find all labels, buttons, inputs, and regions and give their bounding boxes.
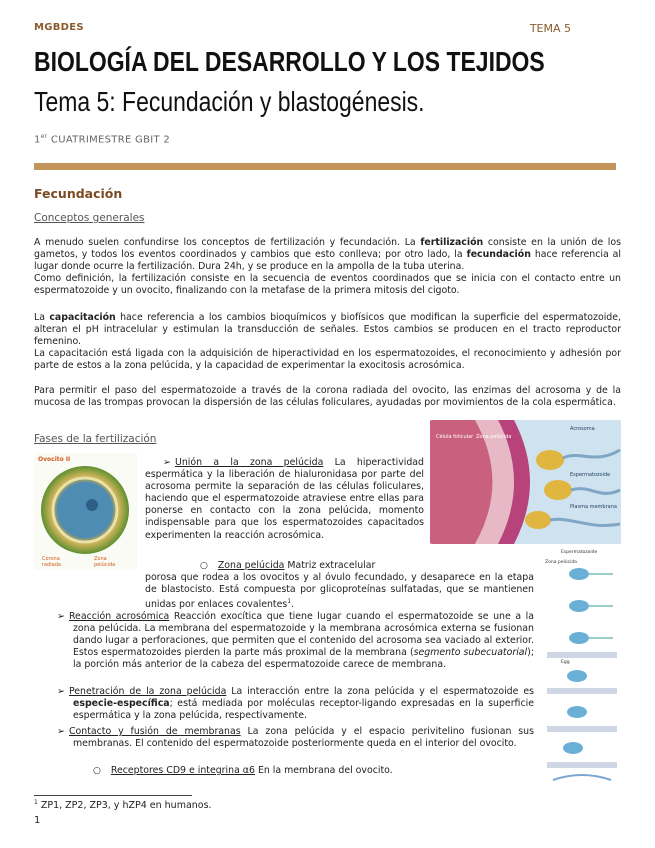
- arrow-bullet-icon: ➢: [57, 611, 65, 622]
- arrow-bullet-icon: ➢: [163, 457, 171, 468]
- subsection-heading-fases: Fases de la fertilización: [34, 433, 157, 445]
- paragraph-corona-radiada: Para permitir el paso del espermatozoide a través de la corona radiada del ovocito, las enzimas del acrosoma y de la mucosa de las trompas provocan la dispersión de las células foliculares, ayudadas por movimientos de la cola espermática.: [34, 385, 621, 409]
- subbullet-zona-pelucida: ○ Zona pelúcida Matriz extracelular: [200, 560, 376, 571]
- subbullet-zona-pelucida-text: porosa que rodea a los ovocitos y al óvulo fecundado, y desaparece en la etapa de blastocisto. Está compuesta por glicoproteínas sulfatadas, que se mantienen unidas por enlaces covalentes$^1$.: [145, 572, 534, 611]
- acrosome-steps-figure: [543, 548, 621, 788]
- bullet-penetracion-zona: ➢ Penetración de la zona pelúcida La interacción entre la zona pelúcida y el espermatozoide es especie-específica; está mediada por moléculas receptor-ligando expresadas en la superficie espermática y la zona pelúcida, respectivamente.: [57, 686, 534, 722]
- footnote-divider: [34, 795, 192, 796]
- bullet-contacto-fusion: ➢ Contacto y fusión de membranas La zona pelúcida y el espacio perivitelino fusionan sus membranas. El contenido del espermatozoide posteriormente queda en el interior del ovocito.: [57, 726, 534, 750]
- oocyte-label-corona: Corona radiada: [42, 556, 61, 568]
- paragraph-definicion: Como definición, la fertilización consiste en la secuencia de eventos coordinados que se inicia con el contacto entre un espermatozoide y un ovocito, finalizando con la metafase de la primera mitosis del cigoto.: [34, 273, 621, 297]
- document-subtitle: Tema 5: Fecundación y blastogénesis.: [34, 86, 425, 117]
- sperm-fig-label-membrane: Plasma membrana: [570, 504, 617, 510]
- sperm-fig-label-zona: Zona pelúcida: [476, 434, 512, 440]
- bullet-union-zona: ➢ Unión a la zona pelúcida La hiperactividad espermática y la liberación de hialuronidasa por parte del acrosoma permite la separación de las células foliculares, haciendo que el espermatozoide atraviese entre ellas para ponerse en contacto con la zona pelúcida, momento indispensable para que los espermatozoides capacitados experimenten la reacción acrosómica.: [145, 457, 424, 541]
- sperm-zona-figure: [430, 420, 621, 544]
- oocyte-figure-title: Ovocito II: [38, 456, 71, 463]
- circle-bullet-icon: ○: [200, 561, 208, 571]
- subsection-heading-concepts: Conceptos generales: [34, 212, 145, 224]
- paragraph-capacitacion: La capacitación hace referencia a los cambios bioquímicos y biofísicos que modifican la superficie del espermatozoide, alteran el pH intracelular y estimulan la transducción de señales. Estos cambios se producen en el tracto reproductor femenino. La capacitación está ligada con la adquisición de hiperactividad en los espermatozoides, el reconocimiento y adhesión por parte de estos a la zona pelúcida, y la capacidad de experimentar la exocitosis acrosómica.: [34, 312, 621, 372]
- footnote: $^1$ ZP1, ZP2, ZP3, y hZP4 en humanos.: [34, 799, 212, 812]
- header-course-code: MGBDES: [34, 22, 84, 33]
- acrosome-label-zona: Zona pelúcida: [545, 560, 577, 565]
- oocyte-label-zona: Zona pelúcida: [94, 556, 116, 568]
- arrow-bullet-icon: ➢: [57, 686, 65, 697]
- course-label: 1er CUATRIMESTRE GBIT 2: [34, 133, 171, 146]
- arrow-bullet-icon: ➢: [57, 726, 65, 737]
- section-heading: Fecundación: [34, 186, 123, 201]
- acrosome-label-egg: Egg: [561, 660, 570, 665]
- acrosome-label-sperm: Espermatozoide: [561, 550, 598, 555]
- page-number: 1: [34, 815, 41, 826]
- paragraph-capacitacion-2: La capacitación está ligada con la adquisición de hiperactividad en los espermatozoides, el reconocimiento y adhesión por parte de estos a la zona pelúcida, y la capacidad de experimentar la exocitosis acrosómica.: [34, 348, 621, 372]
- oocyte-figure: [34, 453, 137, 570]
- document-title: BIOLOGÍA DEL DESARROLLO Y LOS TEJIDOS: [34, 46, 545, 77]
- sperm-fig-label-sperm: Espermatozoide: [570, 472, 611, 478]
- sperm-fig-label-folicular: Célula folicular: [436, 434, 474, 440]
- header-topic: TEMA 5: [529, 22, 571, 35]
- title-divider: [34, 163, 616, 170]
- bullet-reaccion-acrosomica: ➢ Reacción acrosómica Reacción exocítica que tiene lugar cuando el espermatozoide se une a la zona pelúcida. La membrana del espermatozoide y la membrana acrosómica externa se fusionan dando lugar a perforaciones, que permiten que el contenido del acrosoma sea vaciado al exterior. Estos espermatozoides pierden la parte más proximal de la membrana (segmento subecuatorial); la porción más anterior de la cabeza del espermatozoide carece de membrana.: [57, 611, 534, 671]
- paragraph-fertilizacion: A menudo suelen confundirse los conceptos de fertilización y fecundación. La fertilización consiste en la unión de los gametos, y todos los eventos coordinados y cambios que esto conlleva; por otro lado, la fecundación hace referencia al lugar donde ocurre la fertilización. Dura 24h, y se produce en la ampolla de la tuba uterina. Como definición, la fertilización consiste en la secuencia de eventos coordinados que se inicia con el contacto entre un espermatozoide y un ovocito, finalizando con la metafase de la primera mitosis del cigoto.: [34, 237, 621, 297]
- subbullet-receptores: ○ Receptores CD9 e integrina α6 En la membrana del ovocito.: [93, 765, 393, 776]
- circle-bullet-icon: ○: [93, 766, 101, 776]
- sperm-fig-label-acrosoma: Acrosoma: [570, 426, 595, 432]
